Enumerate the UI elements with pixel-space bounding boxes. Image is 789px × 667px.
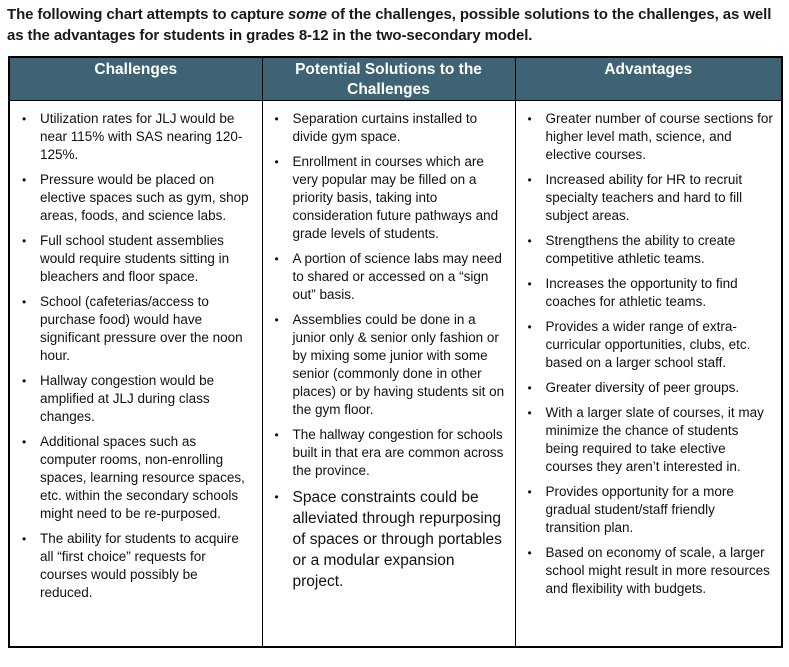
list-item bbox=[265, 153, 509, 243]
list-item-text: Increased ability for HR to recruit specialty teachers and hard to fill subject areas. bbox=[545, 172, 743, 223]
bullet-icon: • bbox=[527, 381, 532, 395]
bullet-icon: • bbox=[527, 173, 532, 187]
list-item bbox=[518, 379, 776, 397]
list-item bbox=[12, 372, 256, 426]
list-item-text: Assemblies could be done in a junior only & senior only fashion or by mixing some junior with some senior (commonly done in other places) or by having students sit on the gym floor. bbox=[292, 312, 505, 417]
list-item-text: Full school student assemblies would require students sitting in bleachers and floor space. bbox=[40, 233, 230, 284]
bullet-icon: • bbox=[274, 112, 279, 126]
list-item-text: With a larger slate of courses, it may minimize the chance of students being required to take elective courses they aren’t interested in. bbox=[545, 405, 764, 474]
bullet-icon: • bbox=[274, 428, 279, 442]
list-item bbox=[518, 404, 776, 476]
bullet-icon: • bbox=[22, 234, 27, 248]
bullet-icon: • bbox=[527, 277, 532, 291]
list-item bbox=[12, 232, 256, 286]
bullet-icon: • bbox=[527, 546, 532, 560]
bullet-icon: • bbox=[22, 112, 27, 126]
bullet-icon: • bbox=[22, 295, 27, 309]
list-item bbox=[518, 483, 776, 537]
list-item-text: A portion of science labs may need to shared or accessed on a “sign out” basis. bbox=[292, 251, 502, 302]
list-item-text: Greater diversity of peer groups. bbox=[545, 380, 740, 395]
list-item-text: Increases the opportunity to find coaches for athletic teams. bbox=[545, 276, 738, 309]
intro-italic-word: some bbox=[288, 6, 327, 23]
bullet-icon: • bbox=[22, 173, 27, 187]
list-item bbox=[12, 433, 256, 523]
list-item-text: School (cafeterias/access to purchase food) would have significant pressure over the noon hour. bbox=[40, 294, 243, 363]
column-header-potential-solutions: Potential Solutions to the Challenges bbox=[262, 57, 515, 101]
list-item bbox=[12, 293, 256, 365]
bullet-icon: • bbox=[527, 485, 532, 499]
list-item-text: The ability for students to acquire all “first choice” requests for courses would possibly be reduced. bbox=[40, 531, 239, 600]
list-item-text: Provides opportunity for a more gradual student/staff friendly transition plan. bbox=[545, 484, 734, 535]
list-item-text: Based on economy of scale, a larger school might result in more resources and flexibility with budgets. bbox=[545, 545, 770, 596]
list-item-text: Enrollment in courses which are very popular may be filled on a priority basis, taking into consideration future pathways and grade levels of students. bbox=[292, 154, 499, 241]
bullet-icon: • bbox=[274, 313, 279, 327]
list-item bbox=[12, 530, 256, 602]
list-item bbox=[265, 311, 509, 419]
comparison-table bbox=[8, 56, 783, 648]
list-item-text: Additional spaces such as computer rooms, non-enrolling spaces, learning resource spaces, etc. within the secondary schools might need to be re-purposed. bbox=[40, 434, 245, 521]
list-item-text: Utilization rates for JLJ would be near 115% with SAS nearing 120-125%. bbox=[40, 111, 243, 162]
list-item bbox=[518, 544, 776, 598]
list-item bbox=[265, 250, 509, 304]
potential-solutions-cell bbox=[262, 101, 515, 647]
intro-text-continued: of the challenges, possible solutions to the challenges, as well as the advantages for students in grades 8-12 in the two-secondary model. bbox=[7, 6, 772, 44]
intro-paragraph bbox=[0, 0, 781, 46]
intro-text: The following chart attempts to capture bbox=[7, 6, 289, 23]
list-item bbox=[12, 171, 256, 225]
list-item bbox=[265, 426, 509, 480]
list-item-text: Pressure would be placed on elective spaces such as gym, shop areas, foods, and science labs. bbox=[40, 172, 249, 223]
list-item-text: Separation curtains installed to divide gym space. bbox=[292, 111, 478, 144]
bullet-icon: • bbox=[274, 155, 279, 169]
list-item bbox=[518, 275, 776, 311]
list-item bbox=[265, 110, 509, 146]
list-item-text: Space constraints could be alleviated through repurposing of spaces or through portables or a modular expansion project. bbox=[292, 489, 502, 590]
list-item bbox=[12, 110, 256, 164]
bullet-icon: • bbox=[527, 112, 532, 126]
list-item bbox=[518, 232, 776, 268]
list-item-text: Provides a wider range of extra-curricular opportunities, clubs, etc. based on a larger school staff. bbox=[545, 319, 751, 370]
bullet-icon: • bbox=[527, 406, 532, 420]
bullet-icon: • bbox=[527, 320, 532, 334]
bullet-icon: • bbox=[274, 490, 279, 504]
list-item bbox=[265, 487, 509, 592]
list-item-text: Greater number of course sections for higher level math, science, and elective courses. bbox=[545, 111, 773, 162]
bullet-icon: • bbox=[274, 252, 279, 266]
list-item-text: Hallway congestion would be amplified at JLJ during class changes. bbox=[40, 373, 215, 424]
bullet-icon: • bbox=[22, 374, 27, 388]
column-header-challenges: Challenges bbox=[9, 57, 262, 101]
list-item bbox=[518, 110, 776, 164]
list-item-text: The hallway congestion for schools built in that era are common across the province. bbox=[292, 427, 504, 478]
challenges-cell bbox=[9, 101, 262, 647]
bullet-icon: • bbox=[22, 532, 27, 546]
list-item bbox=[518, 318, 776, 372]
bullet-icon: • bbox=[22, 435, 27, 449]
column-header-advantages: Advantages bbox=[515, 57, 782, 101]
list-item bbox=[518, 171, 776, 225]
advantages-cell bbox=[515, 101, 782, 647]
table-body-row bbox=[9, 101, 782, 647]
list-item-text: Strengthens the ability to create competitive athletic teams. bbox=[545, 233, 736, 266]
bullet-icon: • bbox=[527, 234, 532, 248]
table-header-row bbox=[9, 57, 782, 101]
